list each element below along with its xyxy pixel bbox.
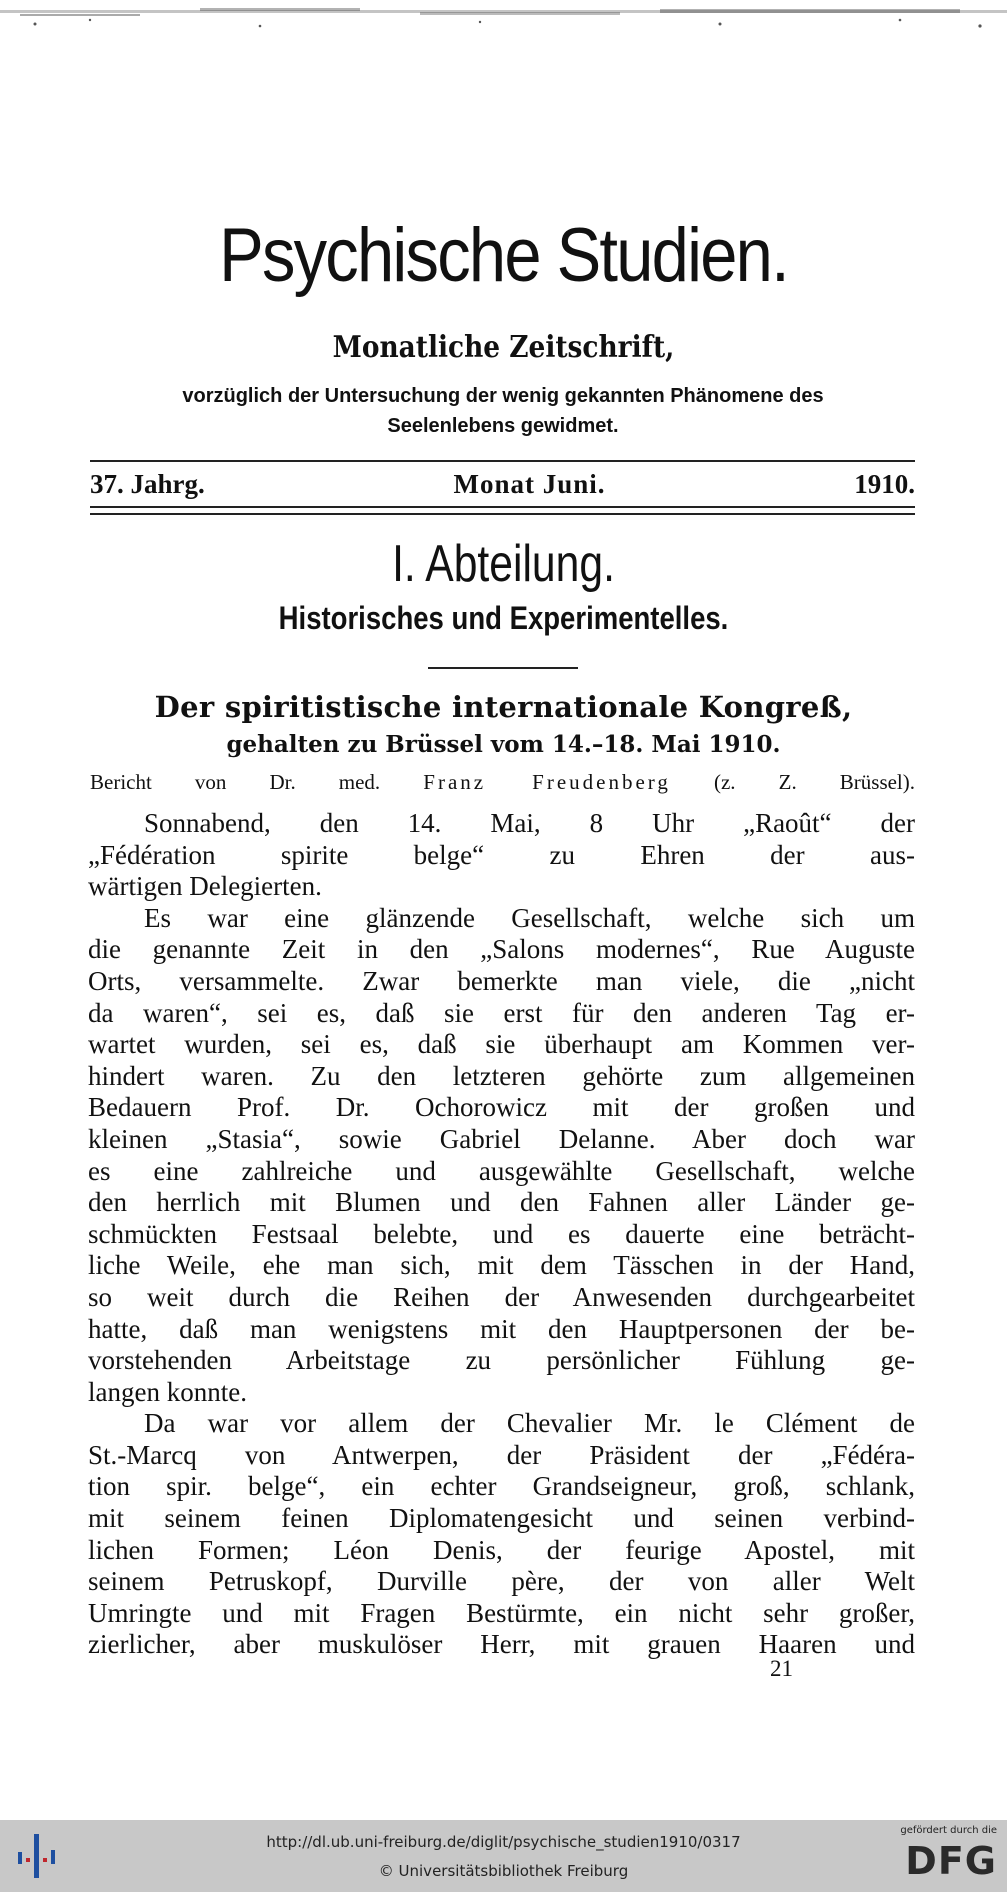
section-title: I. Abteilung. [392,535,615,593]
issue-volume: 37. Jahrg. [90,468,205,499]
body-line: seinem Petruskopf, Durville père, der von aller Welt [88,1566,915,1597]
body-line: den herrlich mit Blumen und den Fahnen aller Länder ge- [88,1187,915,1218]
body-line: kleinen „Stasia“, sowie Gabriel Delanne. Aber doch war [88,1123,915,1154]
body-line: Sonnabend, den 14. Mai, 8 Uhr „Raoût“ der [144,808,915,838]
journal-description-line: vorzüglich der Untersuchung der wenig gekannten Phänomene des [182,385,824,407]
body-line: die genannte Zeit in den „Salons modernes“, Rue Auguste [88,934,915,965]
body-line: vorstehenden Arbeitstage zu persönlicher Fühlung ge- [88,1345,915,1376]
body-line: da waren“, sei es, daß sie erst für den anderen Tag er- [88,997,915,1028]
body-line: „Fédération spirite belge“ zu Ehren der aus- [88,839,915,870]
body-line: wartet wurden, sei es, daß sie überhaupt am Kommen ver- [88,1029,915,1060]
byline-author: Franz Freudenberg [423,770,671,794]
body-line: Da war vor allem der Chevalier Mr. le Clément de [144,1408,915,1439]
divider [90,506,915,508]
body-line: langen konnte. [88,1376,247,1407]
body-line: hatte, daß man wenigstens mit den Hauptpersonen der be- [88,1313,915,1344]
scan-edge-noise [0,0,1007,40]
journal-description-line: Seelenlebens gewidmet. [387,415,619,437]
issue-year: 1910. [854,468,915,499]
viewer-footer [0,1820,1007,1892]
body-line: tion spir. belge“, ein echter Grandseigneur, groß, schlank, [88,1471,915,1502]
article-body [88,808,915,1661]
divider [90,513,915,515]
body-line: schmückten Festsaal belebte, und es dauerte eine beträcht- [88,1218,915,1249]
section-subtitle: Historisches und Experimentelles. [278,600,729,636]
funding-label: gefördert durch die [900,1825,997,1836]
body-line: St.-Marcq von Antwerpen, der Präsident der „Fédéra- [88,1439,915,1470]
dfg-logo[interactable]: DFG [905,1839,997,1883]
body-line: Umringte und mit Fragen Bestürmte, ein nicht sehr großer, [88,1597,915,1628]
journal-subtitle: Monatliche Zeitschrift, [332,330,675,365]
byline-suffix: (z. Z. Brüssel). [713,770,916,794]
article-title: Der spiritistische internationale Kongreß, [154,690,853,724]
document-url-link[interactable]: http://dl.ub.uni-freiburg.de/diglit/psychische_studien1910/0317 [266,1833,741,1851]
divider [428,667,578,669]
byline-prefix: Bericht von Dr. med. [90,770,381,794]
page-number: 21 [770,1656,793,1681]
body-line: so weit durch die Reihen der Anwesenden durchgearbeitet [88,1281,915,1312]
body-line: Es war eine glänzende Gesellschaft, welche sich um [144,902,915,933]
body-line: liche Weile, ehe man sich, mit dem Tässchen in der Hand, [88,1250,915,1281]
article-byline [90,770,915,795]
body-line: Orts, versammelte. Zwar bemerkte man viele, die „nicht [88,965,915,996]
body-line: lichen Formen; Léon Denis, der feurige Apostel, mit [88,1534,915,1565]
body-line: mit seinem feinen Diplomatengesicht und seinen verbind- [88,1503,915,1534]
issue-month: Monat Juni. [453,468,606,499]
issue-info [90,466,915,502]
article-subtitle: gehalten zu Brüssel vom 14.–18. Mai 1910. [226,731,781,758]
journal-title: Psychische Studien. [219,213,788,298]
divider [90,460,915,462]
body-line: hindert waren. Zu den letzteren gehörte zum allgemeinen [88,1060,915,1091]
body-line: Bedauern Prof. Dr. Ochorowicz mit der großen und [88,1092,915,1123]
body-line: wärtigen Delegierten. [88,871,322,902]
journal-description [108,381,898,441]
body-line: zierlicher, aber muskulöser Herr, mit grauen Haaren und [88,1629,915,1660]
body-line: es eine zahlreiche und ausgewählte Gesellschaft, welche [88,1155,915,1186]
copyright-notice: © Universitätsbibliothek Freiburg [378,1862,629,1880]
